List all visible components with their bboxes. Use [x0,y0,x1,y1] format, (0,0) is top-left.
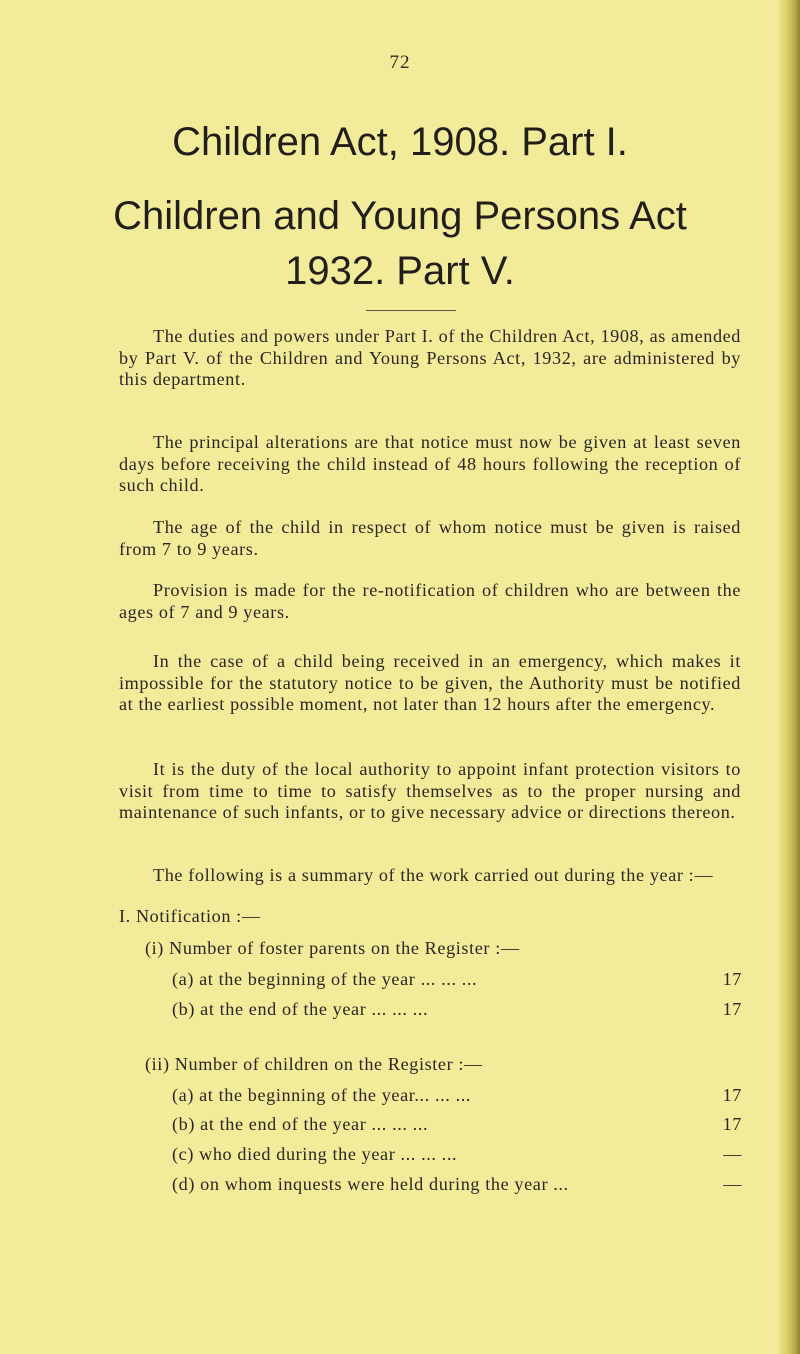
table-row [172,999,742,1021]
table-row [172,1174,742,1196]
title-line-1: Children Act, 1908. Part I. [172,120,628,164]
row-label: (d) on whom inquests were held during the year ... [172,1174,569,1194]
row-label: (b) at the end of the year ... ... ... [172,1114,429,1134]
title-line-3: 1932. Part V. [285,249,515,293]
paragraph-renotification: Provision is made for the re-notification of children who are between the ages of 7 and 9 years. [119,580,741,622]
paragraph-age: The age of the child in respect of whom notice must be given is raised from 7 to 9 years. [119,517,741,559]
divider-rule [366,310,456,311]
row-value: 17 [722,999,742,1019]
row-label: (a) at the beginning of the year... ... ... [172,1085,472,1105]
row-value: — [723,1174,742,1194]
table-row [172,969,742,991]
page-edge-shadow [778,0,800,1354]
title-line-2: Children and Young Persons Act [113,194,687,238]
children-heading: (ii) Number of children on the Register :— [145,1054,483,1074]
row-label: (c) who died during the year ... ... ... [172,1144,458,1164]
paragraph-summary-intro: The following is a summary of the work carried out during the year :— [153,865,714,885]
row-value: 17 [722,1114,742,1134]
paragraph-alterations: The principal alterations are that notice must now be given at least seven days before receiving the child instead of 48 hours following the reception of such child. [119,432,741,495]
paragraph-visitors: It is the duty of the local authority to appoint infant protection visitors to visit from time to time to satisfy themselves as to the proper nursing and maintenance of such infants, or to give necessary advice or directions thereon. [119,759,741,822]
row-value: — [723,1144,742,1164]
foster-parents-heading: (i) Number of foster parents on the Register :— [145,938,520,958]
paragraph-duties: The duties and powers under Part I. of the Children Act, 1908, as amended by Part V. of the Children and Young Persons Act, 1932, are administered by this department. [119,326,741,389]
row-value: 17 [722,969,742,989]
summary-heading: I. Notification :— [119,906,261,926]
row-label: (a) at the beginning of the year ... ... ... [172,969,478,989]
table-row [172,1114,742,1136]
row-value: 17 [722,1085,742,1105]
table-row [172,1085,742,1107]
paragraph-emergency: In the case of a child being received in an emergency, which makes it impossible for the statutory notice to be given, the Authority must be notified at the earliest possible moment, not later than 12 hours after the emergency. [119,651,741,714]
table-row [172,1144,742,1166]
page-number: 72 [389,52,411,73]
row-label: (b) at the end of the year ... ... ... [172,999,429,1019]
